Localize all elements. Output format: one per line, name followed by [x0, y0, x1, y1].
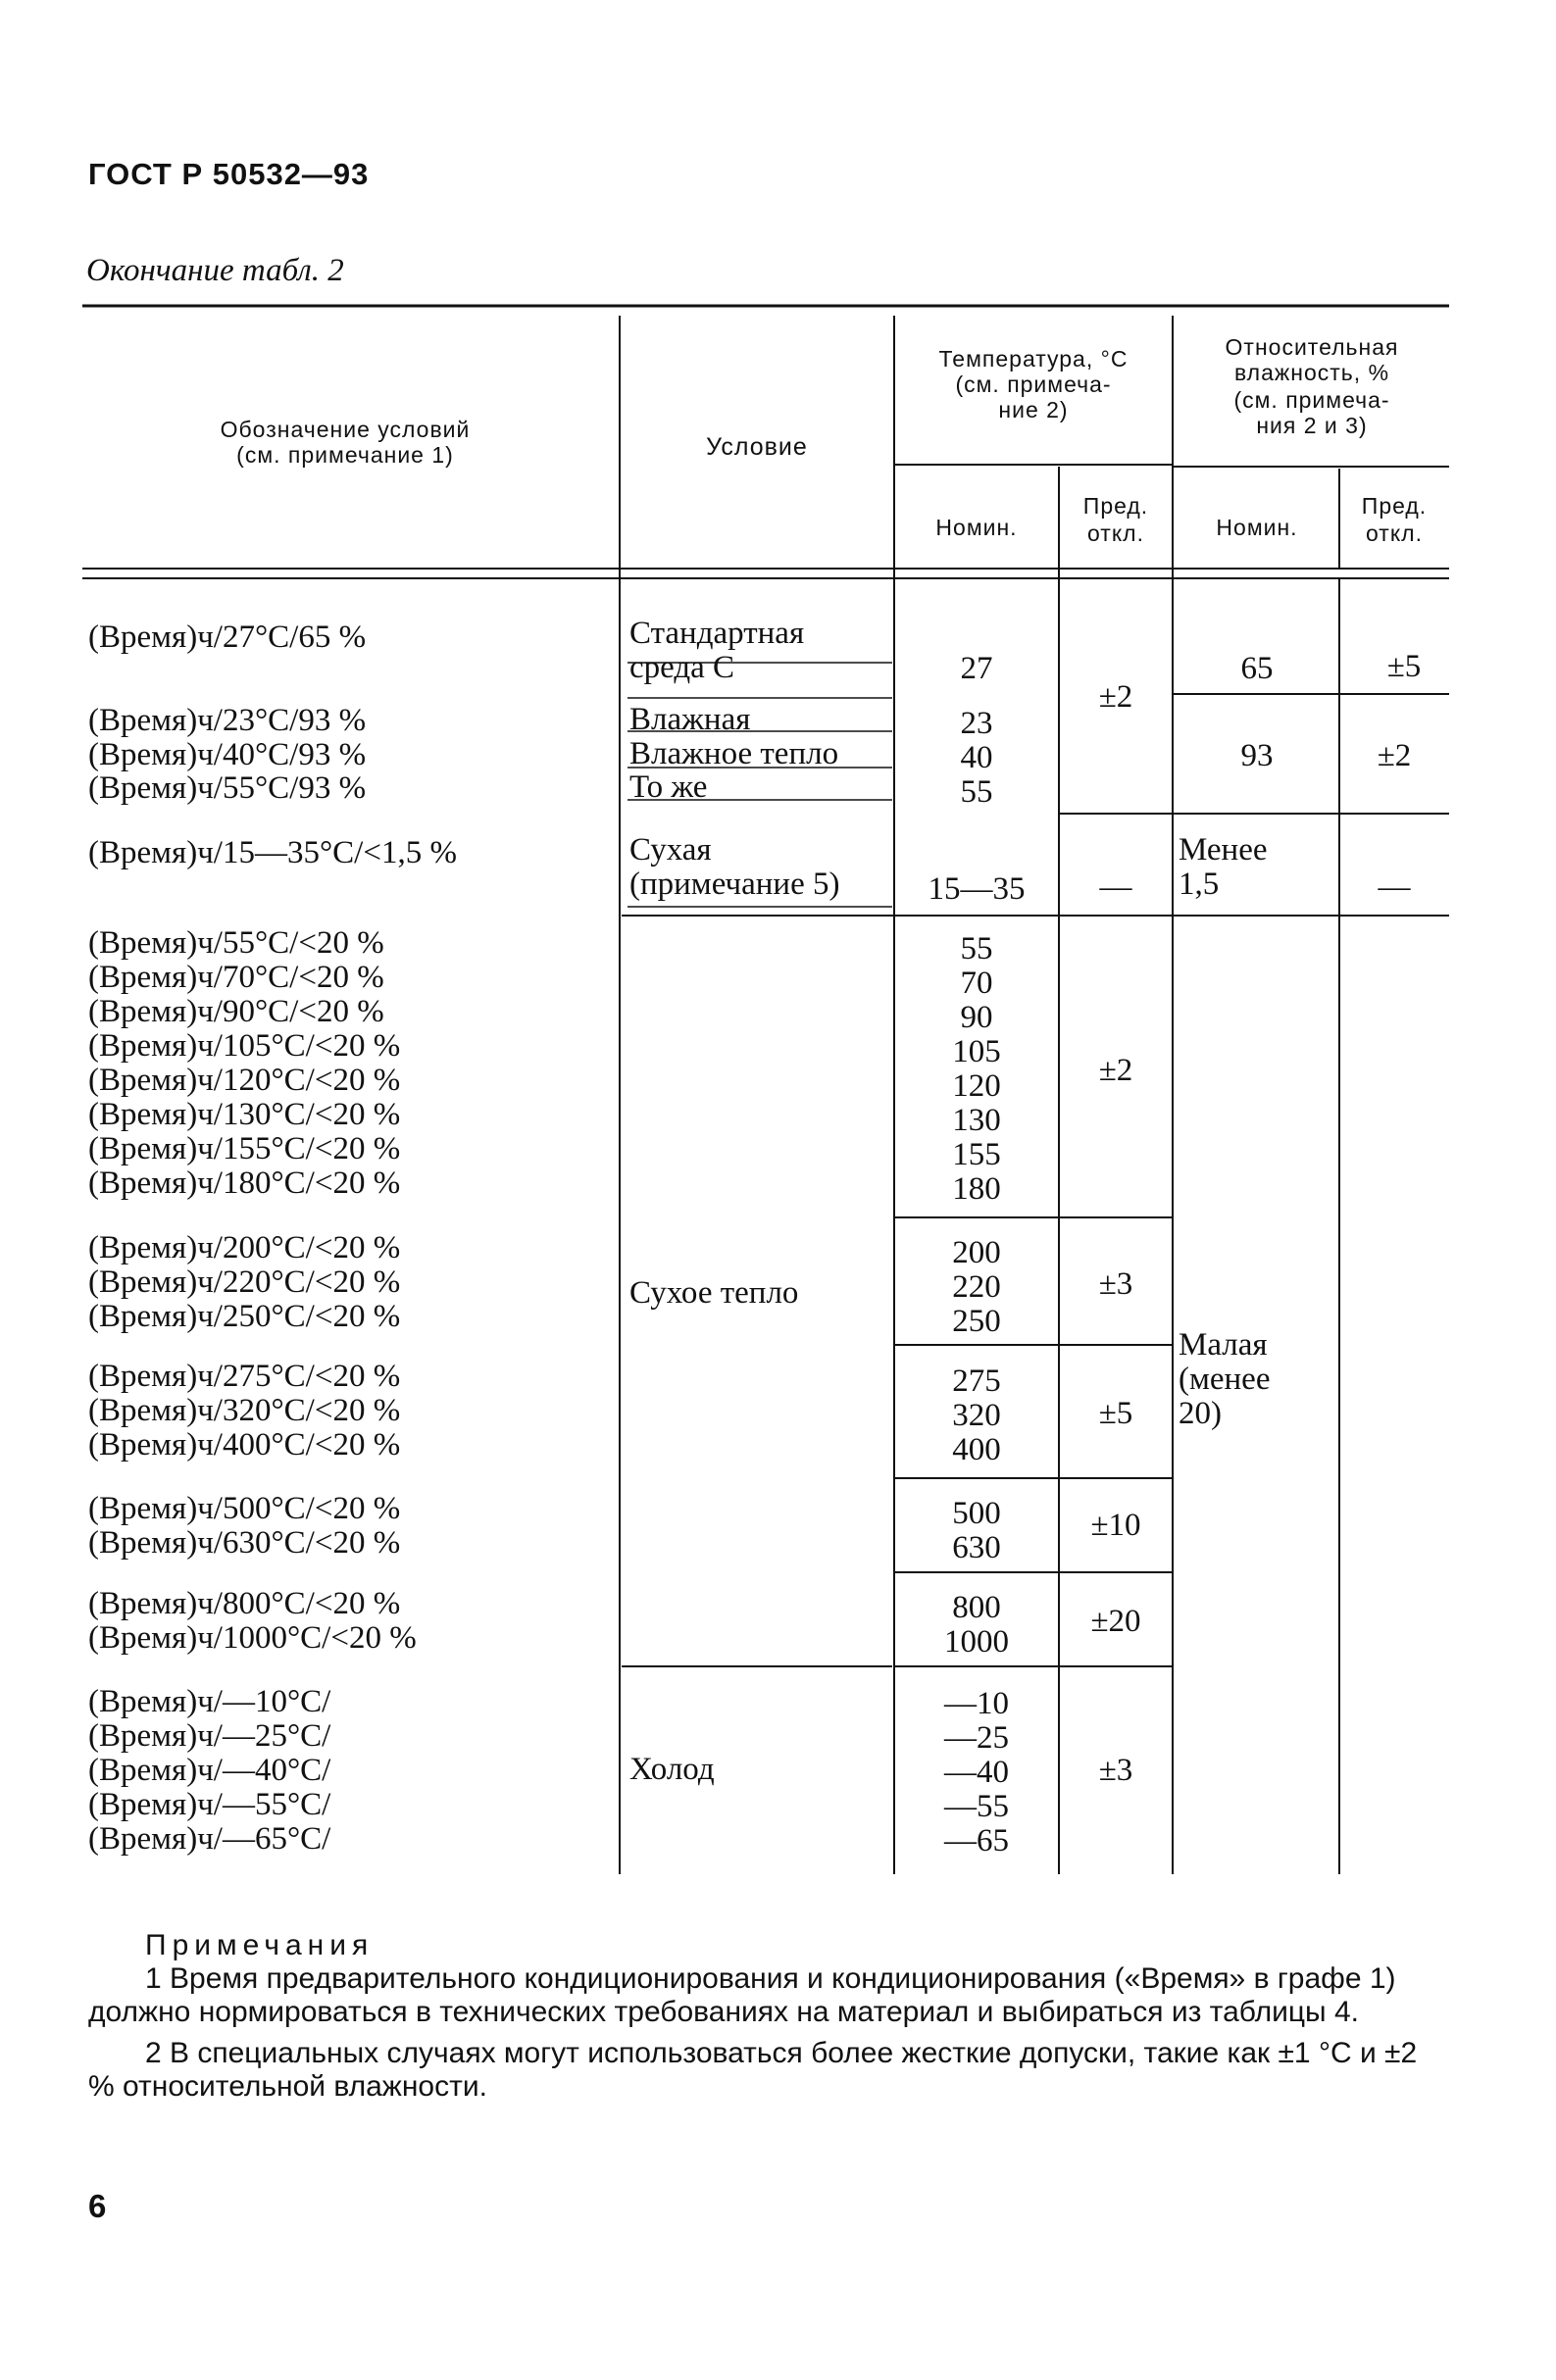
designation: (Время)ч/55°С/<20 %: [88, 925, 384, 961]
temp-nominal: 40: [960, 740, 993, 775]
temp-nominal: 275: [952, 1364, 1001, 1399]
designation-header-line1: Обозначение условий: [220, 417, 471, 442]
temperature-nominal-column: [929, 651, 1026, 1859]
humidity-tolerance: ±2: [1377, 738, 1412, 773]
temp-nominal: 320: [952, 1398, 1001, 1433]
page-number: 6: [88, 2188, 107, 2224]
designation: (Время)ч/70°С/<20 %: [88, 960, 384, 995]
designation: (Время)ч/220°С/<20 %: [88, 1264, 401, 1300]
designation: (Время)ч/90°С/<20 %: [88, 994, 384, 1029]
designation: (Время)ч/105°С/<20 %: [88, 1028, 401, 1064]
temperature-header-line1: Температура, °С: [938, 346, 1129, 372]
humidity-header-line2: влажность, %: [1233, 360, 1390, 385]
designation-header-line2: (см. примечание 1): [236, 442, 454, 468]
temp-tolerance: —: [1099, 869, 1132, 905]
condition: среда С: [629, 650, 735, 685]
humidity-header-line1: Относительная: [1225, 334, 1399, 360]
humidity-tolerance-header-line2: откл.: [1366, 521, 1423, 546]
designation: (Время)ч/—25°С/: [88, 1718, 331, 1754]
humidity-header-line4: ния 2 и 3): [1256, 413, 1368, 438]
designation: (Время)ч/—10°С/: [88, 1684, 331, 1719]
designation: (Время)ч/400°С/<20 %: [88, 1427, 401, 1463]
temp-tolerance: ±3: [1098, 1266, 1133, 1302]
temp-tolerance-header-line2: откл.: [1087, 521, 1144, 546]
temp-nominal: 120: [952, 1068, 1001, 1104]
condition: Холод: [629, 1752, 715, 1787]
humidity-tolerance: —: [1378, 869, 1411, 905]
designation: (Время)ч/130°С/<20 %: [88, 1097, 401, 1132]
temperature-header-line3: ние 2): [998, 397, 1069, 422]
humidity-nominal: Малая: [1179, 1327, 1268, 1363]
humidity-header-line3: (см. примеча-: [1233, 387, 1390, 413]
humidity-nominal-column: [1179, 651, 1274, 1431]
temp-nominal-header: Номин.: [935, 515, 1018, 540]
temp-tolerance: ±2: [1098, 1053, 1133, 1088]
designation: (Время)ч/250°С/<20 %: [88, 1299, 401, 1334]
notes-title: Примечания: [145, 1929, 375, 1961]
condition-column: [629, 616, 839, 1787]
condition-header: Условие: [706, 433, 808, 461]
temp-nominal: —65: [944, 1823, 1009, 1859]
temp-nominal: 155: [952, 1137, 1001, 1172]
temp-nominal: —55: [944, 1789, 1009, 1824]
temperature-header-line2: (см. примеча-: [955, 372, 1112, 397]
notes-section: [88, 1929, 1451, 2111]
temp-nominal: 70: [960, 966, 993, 1001]
temp-nominal: 130: [952, 1103, 1001, 1138]
temp-nominal: —40: [944, 1755, 1009, 1790]
designation: (Время)ч/180°С/<20 %: [88, 1165, 401, 1201]
temp-nominal: 400: [952, 1432, 1001, 1467]
temp-nominal: 800: [952, 1590, 1001, 1625]
condition: Сухая: [629, 832, 712, 868]
temperature-tolerance-column: [1090, 679, 1140, 1788]
humidity-nominal: 1,5: [1179, 867, 1220, 902]
designation-column: [88, 620, 457, 1857]
note-item: 1 Время предварительного кондиционирования и кондиционирования («Время» в графе 1) должно нормироваться в технических требованиях на материал и выбираться из таблицы 4.: [88, 1962, 1396, 2028]
temp-tolerance: ±3: [1098, 1753, 1133, 1788]
temp-nominal: 500: [952, 1496, 1001, 1531]
designation: (Время)ч/275°С/<20 %: [88, 1359, 401, 1394]
temp-nominal: 180: [952, 1171, 1001, 1207]
temp-tolerance: ±5: [1098, 1396, 1133, 1431]
designation: (Время)ч/630°С/<20 %: [88, 1525, 401, 1561]
table-header: [221, 334, 1428, 546]
temp-nominal: —10: [944, 1686, 1009, 1721]
designation: (Время)ч/120°С/<20 %: [88, 1063, 401, 1098]
temp-nominal: 250: [952, 1304, 1001, 1339]
temp-nominal: 55: [960, 774, 993, 810]
designation: (Время)ч/200°С/<20 %: [88, 1230, 401, 1265]
designation: (Время)ч/155°С/<20 %: [88, 1131, 401, 1166]
temp-tolerance: ±10: [1090, 1508, 1141, 1543]
humidity-nominal: 20): [1179, 1396, 1222, 1431]
designation: (Время)ч/—55°С/: [88, 1787, 331, 1822]
document-header: ГОСТ Р 50532—93: [88, 157, 370, 191]
condition: Сухое тепло: [629, 1275, 799, 1311]
humidity-tolerance: ±5: [1386, 649, 1422, 684]
temp-nominal: 200: [952, 1235, 1001, 1270]
temp-tolerance-header-line1: Пред.: [1082, 493, 1149, 519]
designation: (Время)ч/23°С/93 %: [88, 703, 367, 738]
temp-nominal: 630: [952, 1530, 1001, 1565]
humidity-nominal-header: Номин.: [1216, 515, 1298, 540]
designation: (Время)ч/40°С/93 %: [88, 737, 367, 772]
designation: (Время)ч/500°С/<20 %: [88, 1491, 401, 1526]
temp-nominal: 23: [960, 706, 993, 741]
table-caption: Окончание табл. 2: [86, 253, 344, 288]
designation: (Время)ч/55°С/93 %: [88, 770, 367, 806]
humidity-tolerance-header-line1: Пред.: [1361, 493, 1428, 519]
condition: Влажная: [629, 702, 751, 737]
temp-nominal: 55: [960, 931, 993, 967]
temp-tolerance: ±20: [1090, 1604, 1141, 1639]
temp-nominal: 105: [952, 1034, 1001, 1069]
condition: Влажное тепло: [629, 736, 839, 771]
condition: (примечание 5): [629, 867, 840, 902]
designation: (Время)ч/—65°С/: [88, 1821, 331, 1857]
temp-nominal: 27: [960, 651, 993, 686]
humidity-nominal: (менее: [1179, 1362, 1271, 1397]
temp-nominal: 90: [960, 1000, 993, 1035]
temp-nominal: 1000: [944, 1624, 1009, 1660]
temp-nominal: 220: [952, 1269, 1001, 1305]
condition: Стандартная: [629, 616, 805, 651]
temp-tolerance: ±2: [1098, 679, 1133, 715]
designation: (Время)ч/800°С/<20 %: [88, 1586, 401, 1621]
humidity-nominal: Менее: [1179, 832, 1268, 868]
designation: (Время)ч/15—35°С/<1,5 %: [88, 835, 457, 870]
condition: То же: [629, 769, 708, 805]
humidity-nominal: 65: [1240, 651, 1274, 686]
designation: (Время)ч/27°С/65 %: [88, 620, 367, 655]
note-item: 2 В специальных случаях могут использоваться более жесткие допуски, такие как ±1 °С и ±2 % относительной влажности.: [88, 2037, 1418, 2103]
temp-nominal: 15—35: [928, 871, 1026, 907]
temp-nominal: —25: [944, 1720, 1009, 1756]
designation: (Время)ч/320°С/<20 %: [88, 1393, 401, 1428]
designation: (Время)ч/—40°С/: [88, 1753, 331, 1788]
humidity-tolerance-column: [1378, 649, 1422, 905]
designation: (Время)ч/1000°С/<20 %: [88, 1620, 417, 1656]
humidity-nominal: 93: [1240, 738, 1274, 773]
